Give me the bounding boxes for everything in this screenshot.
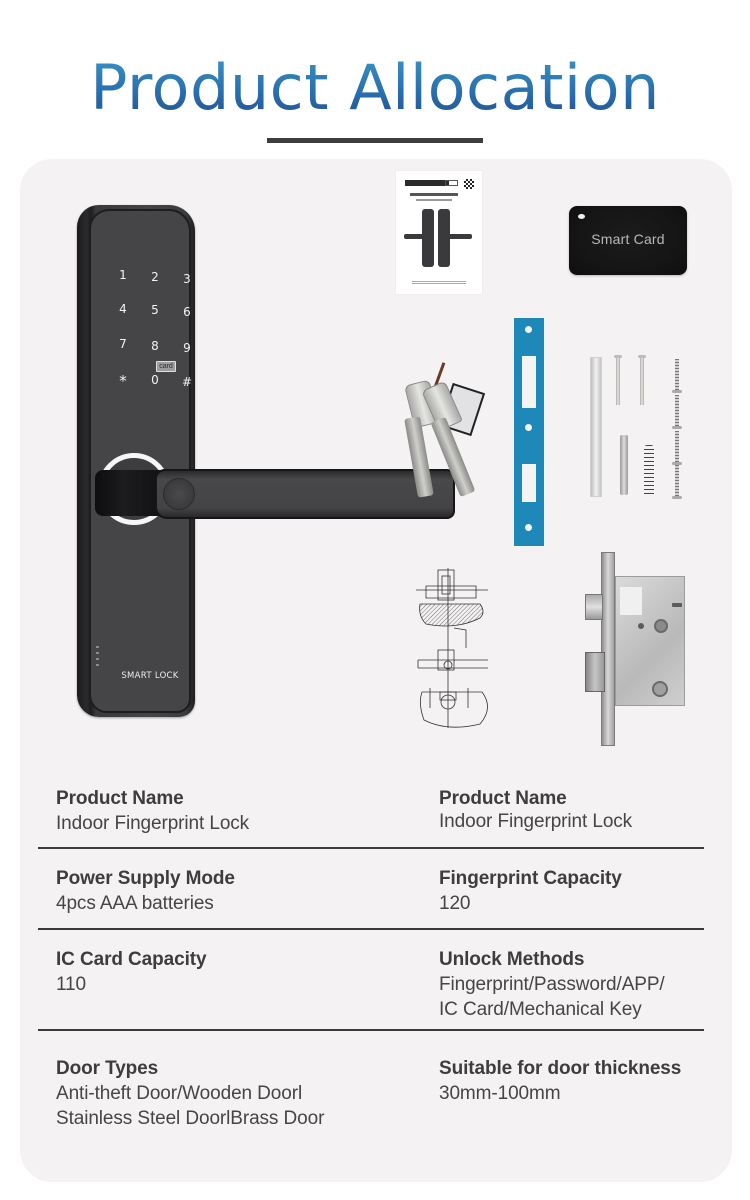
spec-value: 110 [56,974,86,995]
spec-ic-card-capacity [56,948,206,997]
spec-value-line: Anti-theft Door/Wooden Doorl [56,1083,303,1104]
wood-screw [675,395,679,427]
technical-drawing-icon [416,568,496,728]
wood-screw [675,431,679,463]
card-keyring-hole [578,214,585,219]
spec-label: Power Supply Mode [56,868,235,889]
spec-product-name-left [56,787,249,836]
spindle-hole [654,619,668,633]
spec-product-name-right [439,787,632,832]
manual-model-box [445,180,458,186]
user-manual-image [396,171,482,294]
case-slot [672,603,682,607]
spec-value: Indoor Fingerprint Lock [439,811,633,832]
keypad-key-hash: # [181,375,193,389]
manual-handle-illustration [404,234,426,239]
spec-value-line: IC Card/Mechanical Key [439,999,642,1020]
screw-hole [525,524,532,531]
keypad-key-6: 6 [183,305,191,319]
wood-screw [675,465,679,497]
spec-power-supply [56,867,235,916]
mechanical-keys-image [405,362,495,497]
spec-value: 30mm-100mm [439,1083,561,1104]
keypad-key-7: 7 [119,337,127,351]
manual-footer-text [412,281,466,285]
smart-lock-image [77,205,195,717]
bolt-slot [522,464,536,502]
keypad [101,251,191,391]
spec-fingerprint-capacity [439,867,622,916]
screw-hole [525,326,532,333]
qr-code-icon [464,179,474,189]
speaker-dots [96,646,99,666]
keypad-key-8: 8 [151,339,159,353]
connecting-screw [616,357,620,405]
spec-label: Product Name [56,788,184,809]
spec-label: Product Name [439,788,567,809]
fingerprint-sensor-icon [163,478,195,510]
keypad-key-0: 0 [151,373,159,387]
spec-value: 120 [439,893,471,914]
keypad-key-3: 3 [183,272,191,286]
keypad-key-2: 2 [151,270,159,284]
spec-label: Unlock Methods [439,949,585,970]
mortise-lock-body-image [585,552,687,746]
connecting-screw [640,357,644,405]
latch-slot [522,356,536,408]
latch-bolt [585,594,603,620]
keypad-key-4: 4 [119,302,127,316]
installation-drawing-image [416,568,496,728]
manual-subtitle-line [416,199,452,201]
spindle-bar [590,357,602,497]
spec-value: 4pcs AAA batteries [56,893,214,914]
spec-unlock-methods [439,948,665,1022]
smart-card-image [569,206,687,275]
screw-hole [525,424,532,431]
wood-screw [675,359,679,391]
spec-value: Indoor Fingerprint Lock [56,813,250,834]
strike-plate-image [514,318,544,546]
spec-label: Fingerprint Capacity [439,868,622,889]
card-reader-icon: card [156,361,176,372]
case-hole [638,623,644,629]
keypad-key-9: 9 [183,341,191,355]
spec-value-line: Fingerprint/Password/APP/ [439,974,665,995]
spec-value-line: Stainless Steel DoorlBrass Door [56,1108,325,1129]
spec-door-thickness [439,1057,681,1106]
smart-lock-label: SMART LOCK [121,671,179,681]
row-divider [38,847,704,849]
latch-window [620,587,642,615]
spec-label: Suitable for door thickness [439,1058,682,1079]
mortise-faceplate [601,552,615,746]
manual-brand-bar [405,180,449,186]
spring-icon [644,445,654,497]
cylinder-hole [652,681,668,697]
row-divider [38,1029,704,1031]
spindle-screws-spring-image [576,345,696,505]
spec-label: Door Types [56,1058,159,1079]
spec-door-types [56,1057,324,1131]
spec-label: IC Card Capacity [56,949,207,970]
keypad-key-5: 5 [151,303,159,317]
threaded-bolt [620,435,628,495]
manual-handle-illustration [446,234,472,239]
title-underline [267,138,483,143]
keypad-key-1: 1 [119,268,127,282]
smart-card-label: Smart Card [591,231,665,247]
page-title: Product Allocation [0,52,750,124]
manual-title-line [410,193,458,196]
key-blade-icon [404,416,434,498]
mortise-case [615,576,685,706]
keypad-key-star: * [119,372,127,390]
dead-bolt [585,652,605,692]
row-divider [38,928,704,930]
